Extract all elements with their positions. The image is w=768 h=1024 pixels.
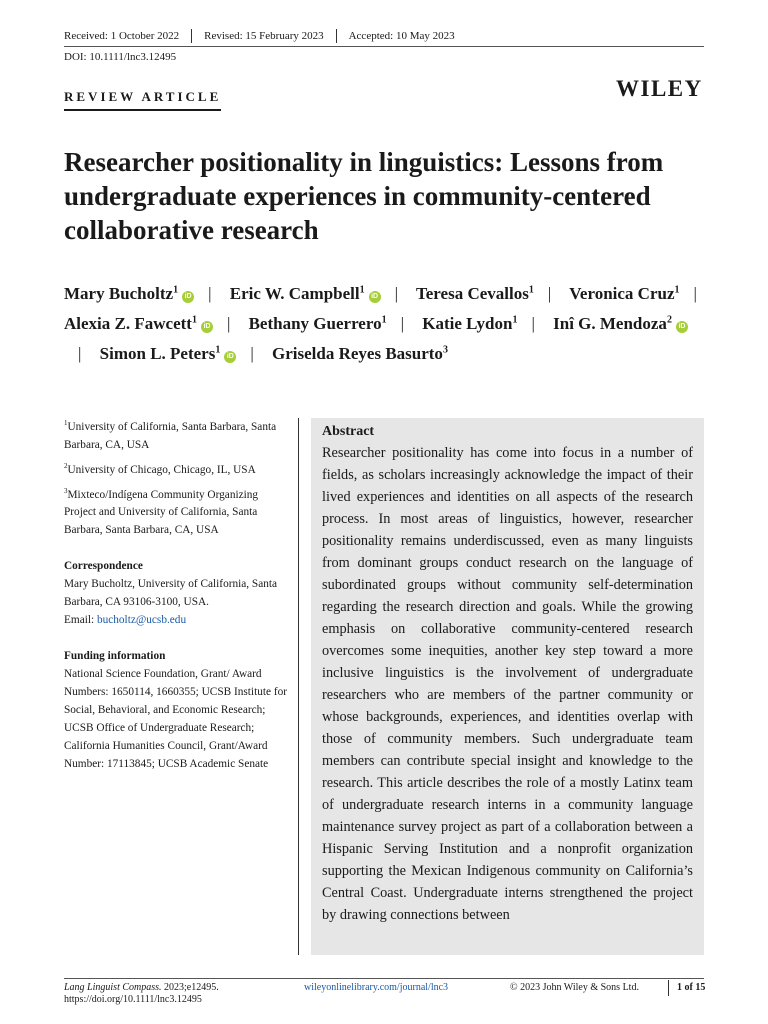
author-label: Eric W. Campbell — [229, 283, 360, 303]
abstract-text: Researcher positionality has come into focus in a number of fields, as scholars increasingly acknowledge the impact of their lived experiences and identities on all aspects of the research process. In most areas of linguistics, however, researcher positionality remains underdiscussed, even as many linguists from dominant groups conduct research on the language of subordinated groups without community self-determination regarding the research direction and goals. While the growing emphasis on collaborative community-centered research overcomes some inequities, another key step toward a more inclusive linguistics is the involvement of undergraduate researchers who are members of the partner community or whose backgrounds, experiences, and identities overlap with those of community members. Such undergraduate team members can contribute special insight and knowledge to the research. This article describes the role of a mostly Latinx team of undergraduate research interns in a community language maintenance survey project as part of a collaboration between a Hispanic Serving Institution and a nonprofit organization supporting the Mexican Indigenous community on California’s Central Coast. Undergraduate interns strengthened the project by drawing connections between — [322, 445, 693, 923]
publisher-logo[interactable]: WILEY — [616, 76, 703, 101]
author-separator: | — [78, 343, 82, 363]
email-link[interactable]: bucholtz@ucsb.edu — [96, 614, 187, 627]
author-label: Mary Bucholtz — [64, 283, 174, 303]
article-info-column — [64, 414, 292, 773]
author-label: Veronica Cruz — [569, 283, 675, 303]
author-affiliation-mark: 1 — [381, 314, 387, 326]
citation-info: 2023;e12495. — [161, 982, 219, 993]
orcid-icon[interactable]: iD — [182, 291, 194, 303]
author-name[interactable] — [64, 314, 213, 333]
author-label: Bethany Guerrero — [248, 313, 382, 333]
email-label: Email: — [64, 614, 97, 627]
author-affiliation-mark: 1 — [528, 284, 534, 295]
author-name[interactable] — [230, 284, 381, 303]
author-affiliation-mark: 1 — [359, 284, 365, 295]
affiliation-number: 1 — [64, 419, 68, 427]
orcid-icon[interactable]: iD — [201, 321, 213, 333]
abstract-heading: Abstract — [322, 424, 375, 439]
author-label: Katie Lydon — [422, 313, 513, 333]
revised-date: Revised: 15 February 2023 — [191, 29, 335, 43]
author-label: Inî G. Mendoza — [553, 313, 667, 333]
affiliations — [64, 414, 292, 539]
article-title: Researcher positionality in linguistics: Lessons from undergraduate experiences in community-centered collaborative research — [64, 147, 664, 245]
author-affiliation-mark: 2 — [666, 314, 672, 326]
author-label: Simon L. Peters — [99, 343, 216, 363]
affiliation-item — [64, 414, 292, 454]
author-affiliation-mark: 1 — [674, 284, 680, 295]
affiliation-text: University of California, Santa Barbara, Santa Barbara, CA, USA — [64, 420, 277, 451]
author-name[interactable] — [272, 344, 448, 363]
footer-citation — [64, 982, 219, 1006]
author-affiliation-mark: 1 — [173, 284, 179, 295]
author-name[interactable] — [569, 284, 679, 303]
doi-url[interactable]: https://doi.org/10.1111/lnc3.12495 — [64, 994, 202, 1005]
article-type: REVIEW ARTICLE — [64, 89, 221, 111]
affiliation-text: Mixteco/Indígena Community Organizing Project and University of California, Santa Barbara, Santa Barbara, CA, USA — [64, 488, 259, 537]
header-rule — [64, 46, 704, 47]
author-name[interactable] — [100, 344, 237, 363]
article-dates — [64, 29, 467, 43]
correspondence-address: Mary Bucholtz, University of California, Santa Barbara, CA 93106-3100, USA. — [64, 578, 278, 609]
affiliation-number: 3 — [64, 486, 68, 495]
affiliation-item — [64, 482, 292, 540]
funding-text: National Science Foundation, Grant/ Award Numbers: 1650114, 1660355; UCSB Institute for Social, Behavioral, and Economic Research; UCSB Office of Undergraduate Research; California Humanities Council, Grant/Award Number: 17113845; UCSB Academic Senate — [64, 668, 288, 771]
author-label: Teresa Cevallos — [415, 283, 529, 303]
author-affiliation-mark: 1 — [215, 344, 221, 356]
footer-rule — [64, 978, 704, 979]
author-label: Alexia Z. Fawcett — [64, 313, 192, 333]
orcid-icon[interactable]: iD — [224, 351, 236, 363]
affiliation-text: University of Chicago, Chicago, IL, USA — [67, 463, 256, 476]
author-name[interactable] — [553, 314, 688, 333]
received-date: Received: 1 October 2022 — [64, 30, 180, 42]
author-list — [64, 277, 714, 367]
orcid-icon[interactable]: iD — [369, 291, 381, 303]
correspondence-heading: Correspondence — [64, 560, 143, 573]
author-affiliation-mark: 3 — [442, 344, 448, 356]
copyright: © 2023 John Wiley & Sons Ltd. — [510, 982, 639, 993]
author-separator: | — [208, 283, 212, 303]
affiliation-item — [64, 457, 292, 479]
author-separator: | — [250, 343, 254, 363]
column-divider — [298, 418, 299, 955]
author-separator: | — [531, 313, 535, 333]
doi[interactable]: DOI: 10.1111/lnc3.12495 — [64, 51, 177, 63]
author-separator: | — [693, 283, 697, 303]
correspondence-text — [64, 575, 292, 629]
accepted-date: Accepted: 10 May 2023 — [336, 29, 467, 43]
author-name[interactable] — [249, 314, 387, 333]
author-separator: | — [226, 313, 231, 333]
author-separator: | — [400, 313, 404, 333]
page-number: 1 of 15 — [668, 980, 705, 996]
author-name[interactable] — [64, 284, 194, 303]
author-affiliation-mark: 1 — [512, 314, 518, 326]
author-name[interactable] — [416, 284, 534, 303]
affiliation-number: 2 — [64, 461, 68, 470]
journal-name: Lang Linguist Compass. — [64, 982, 162, 993]
orcid-icon[interactable]: iD — [676, 321, 688, 333]
funding-heading: Funding information — [64, 650, 166, 663]
author-separator: | — [547, 283, 552, 303]
author-affiliation-mark: 1 — [191, 314, 197, 326]
journal-site-link[interactable]: wileyonlinelibrary.com/journal/lnc3 — [304, 982, 449, 993]
author-separator: | — [394, 283, 399, 303]
author-name[interactable] — [422, 314, 517, 333]
abstract-box — [311, 418, 704, 955]
author-label: Griselda Reyes Basurto — [272, 343, 443, 363]
